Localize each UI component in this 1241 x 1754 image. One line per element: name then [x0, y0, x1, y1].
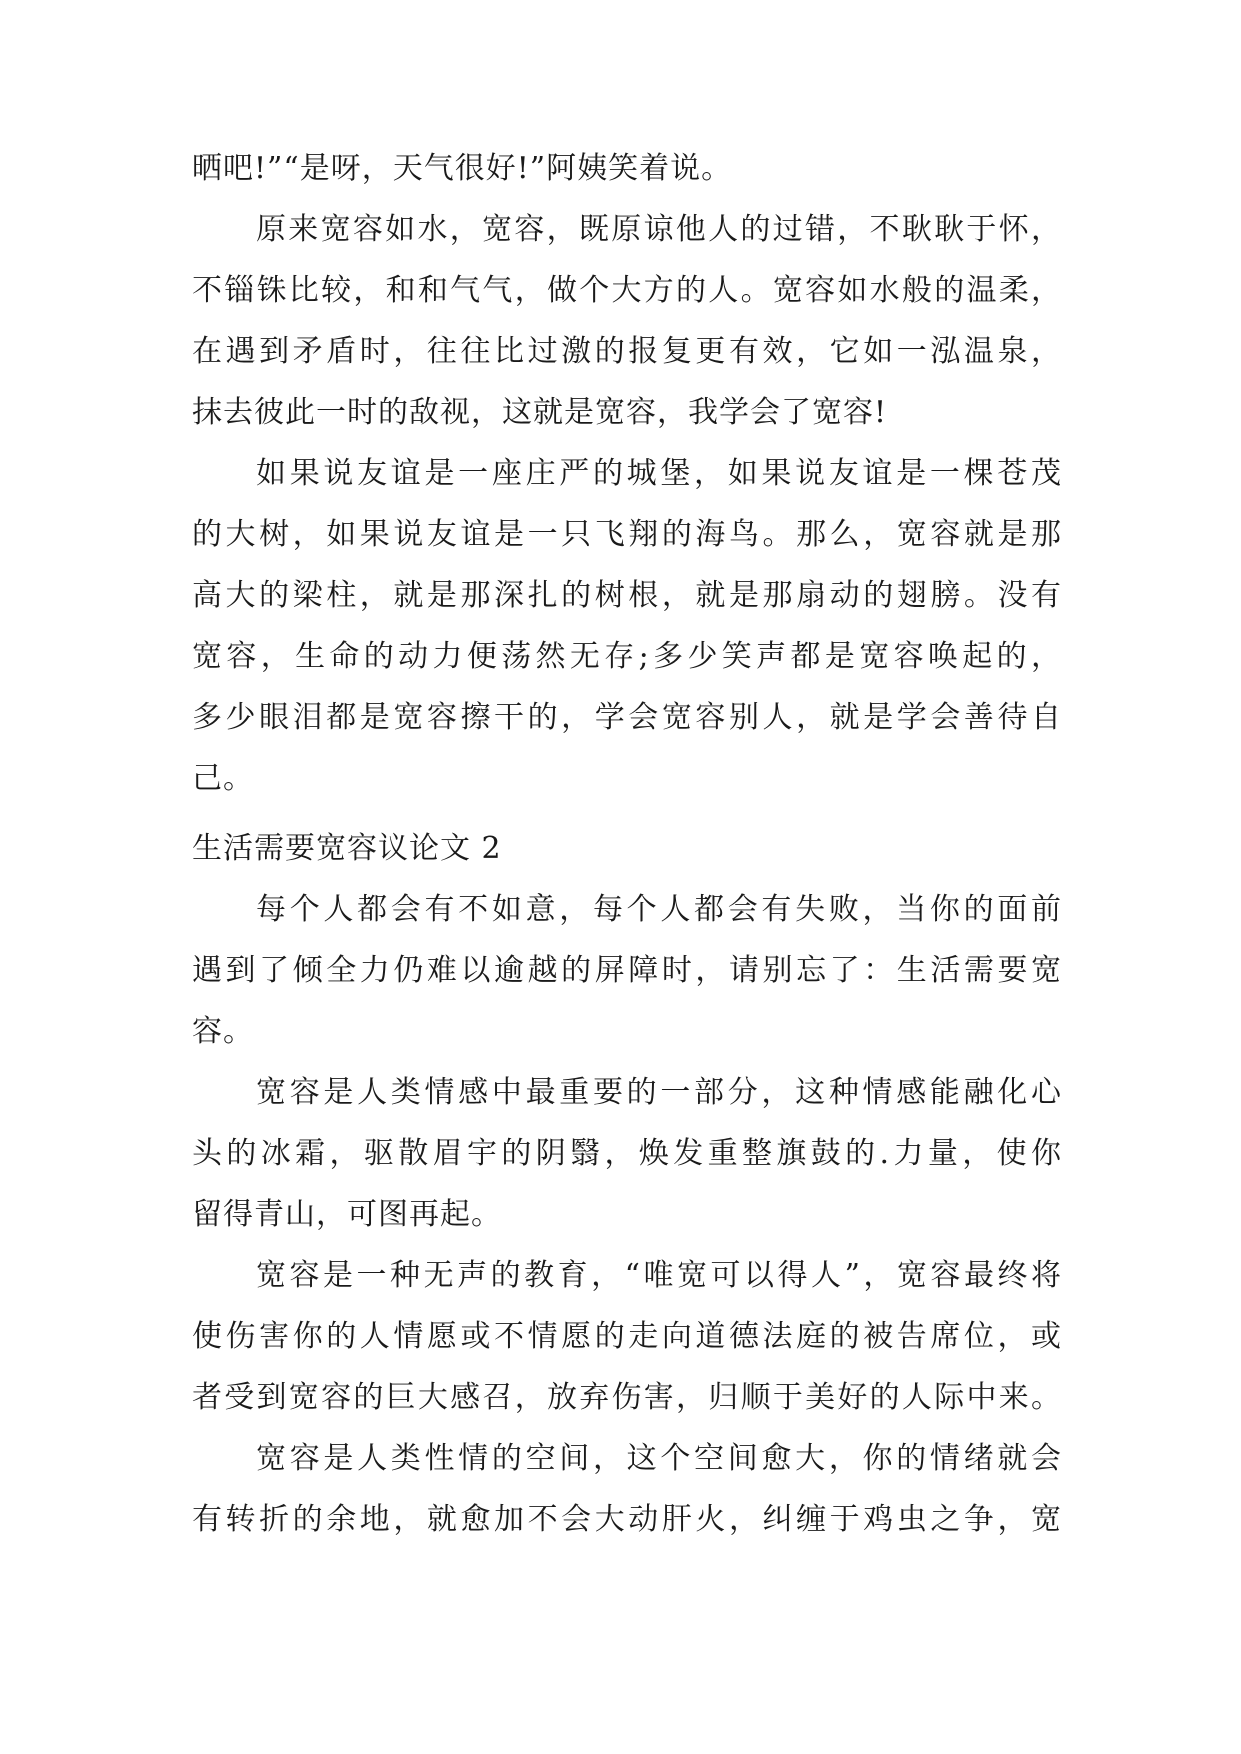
paragraph-line: 头的冰霜，驱散眉宇的阴翳，焕发重整旗鼓的.力量，使你 [192, 1136, 1062, 1171]
paragraph-line: 的大树，如果说友谊是一只飞翔的海鸟。那么，宽容就是那 [192, 517, 1062, 552]
paragraph-line: 高大的梁柱，就是那深扎的树根，就是那扇动的翅膀。没有 [192, 578, 1062, 613]
paragraph-line: 遇到了倾全力仍难以逾越的屏障时，请别忘了：生活需要宽 [192, 953, 1062, 988]
paragraph-line: 每个人都会有不如意，每个人都会有失败，当你的面前 [256, 892, 1062, 927]
paragraph-line: 晒吧!”“是呀，天气很好!”阿姨笑着说。 [192, 151, 733, 186]
paragraph-line: 抹去彼此一时的敌视，这就是宽容，我学会了宽容! [192, 395, 888, 430]
section-title: 生活需要宽容议论文 2 [192, 831, 502, 866]
paragraph-line: 不锱铢比较，和和气气，做个大方的人。宽容如水般的温柔， [192, 273, 1062, 308]
paragraph-line: 宽容是人类情感中最重要的一部分，这种情感能融化心 [256, 1075, 1062, 1110]
paragraph-line: 宽容是一种无声的教育，“唯宽可以得人”，宽容最终将 [256, 1258, 1062, 1293]
paragraph-line: 有转折的余地，就愈加不会大动肝火，纠缠于鸡虫之争，宽 [192, 1502, 1062, 1537]
paragraph-line: 多少眼泪都是宽容擦干的，学会宽容别人，就是学会善待自 [192, 700, 1062, 735]
paragraph-line: 在遇到矛盾时，往往比过激的报复更有效，它如一泓温泉， [192, 334, 1062, 369]
paragraph-line: 宽容是人类性情的空间，这个空间愈大，你的情绪就会 [256, 1441, 1062, 1476]
body-text-part-2 [192, 818, 1062, 1550]
paragraph-line: 原来宽容如水，宽容，既原谅他人的过错，不耿耿于怀， [256, 212, 1062, 247]
paragraph-line: 己。 [192, 761, 254, 796]
paragraph-line: 者受到宽容的巨大感召，放弃伤害，归顺于美好的人际中来。 [192, 1380, 1062, 1415]
paragraph-line: 容。 [192, 1014, 254, 1049]
paragraph-line: 如果说友谊是一座庄严的城堡，如果说友谊是一棵苍茂 [256, 456, 1062, 491]
paragraph-line: 使伤害你的人情愿或不情愿的走向道德法庭的被告席位，或 [192, 1319, 1062, 1354]
paragraph-line: 宽容，生命的动力便荡然无存;多少笑声都是宽容唤起的， [192, 639, 1062, 674]
paragraph-line: 留得青山，可图再起。 [192, 1197, 502, 1232]
body-text-part-1 [192, 138, 1062, 809]
